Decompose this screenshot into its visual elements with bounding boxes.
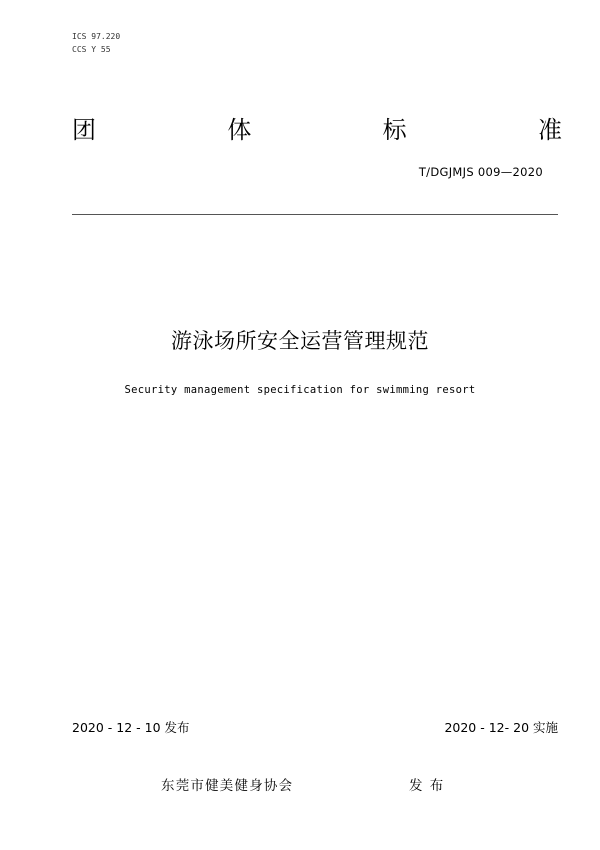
publish-label: 发 布 [409,778,444,794]
standard-type-heading [72,114,562,146]
document-title-chinese: 游泳场所安全运营管理规范 [171,329,429,353]
document-title-english: Security management specification for swimming resort [124,384,476,396]
implementation-date: 2020 - 12- 20 实施 [444,720,558,735]
publisher-name: 东莞市健美健身协会 [161,778,294,794]
standard-type-char: 准 [537,116,562,144]
ics-code: ICS 97.220 [72,32,121,41]
standard-type-char: 体 [227,116,252,144]
classification-codes [72,30,120,56]
standard-type-char: 标 [382,116,407,144]
header-divider [72,214,558,215]
ccs-code: CCS Y 55 [72,45,111,54]
standard-number: T/DGJMJS 009—2020 [418,165,543,179]
issue-date: 2020 - 12 - 10 发布 [72,720,190,735]
standard-type-char: 团 [72,116,96,144]
